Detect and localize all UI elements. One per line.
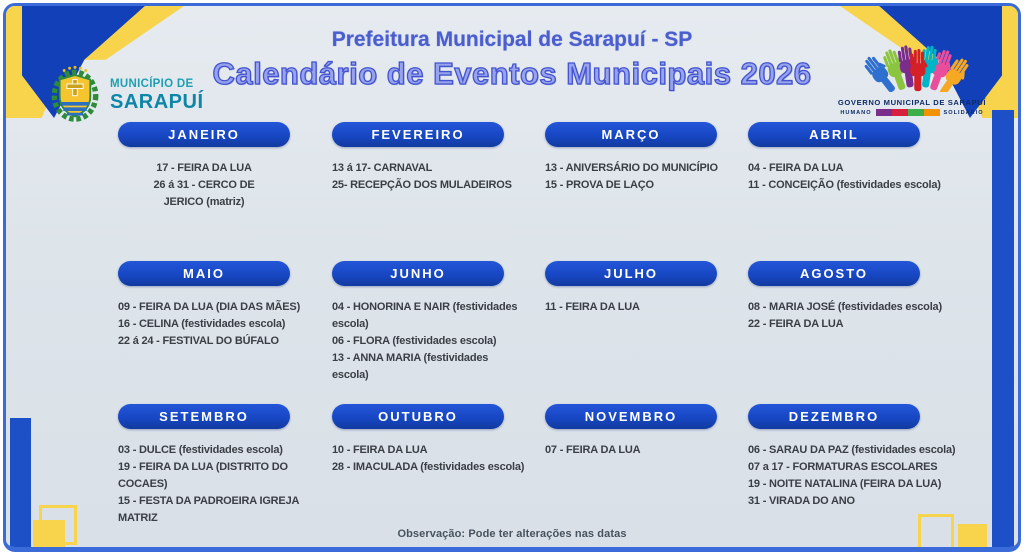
month-fevereiro: [316, 122, 529, 261]
month-janeiro: [102, 122, 316, 261]
month-setembro: [102, 404, 316, 527]
month-agosto: [741, 261, 984, 404]
month-pill: SETEMBRO: [118, 404, 290, 429]
humano-label: HUMANO: [840, 109, 872, 116]
prefeitura-title: Prefeitura Municipal de Sarapuí - SP: [331, 28, 693, 51]
event-item: 07 - FEIRA DA LUA: [545, 444, 641, 456]
month-pill: JULHO: [545, 261, 717, 286]
months-grid: [102, 122, 984, 527]
event-item: 25- RECEPÇÃO DOS MULADEIROS: [332, 179, 512, 191]
event-item: 22 á 24 - FESTIVAL DO BÚFALO: [118, 335, 279, 347]
color-bar-segment: [924, 109, 940, 116]
event-item: 10 - FEIRA DA LUA: [332, 444, 428, 456]
month-pill: JANEIRO: [118, 122, 290, 147]
month-maio: [102, 261, 316, 404]
event-item: 06 - SARAU DA PAZ (festividades escola): [748, 444, 956, 456]
month-pill: JUNHO: [332, 261, 504, 286]
coat-of-arms-icon: [48, 62, 102, 129]
month-outubro: [316, 404, 529, 527]
color-bar-segment: [876, 109, 892, 116]
governo-municipal-label: GOVERNO MUNICIPAL DE SARAPUÍ: [837, 98, 987, 107]
event-item: 11 - CONCEIÇÃO (festividades escola): [748, 179, 941, 191]
event-item: 09 - FEIRA DA LUA (DIA DAS MÃES): [118, 301, 301, 313]
month-pill: MAIO: [118, 261, 290, 286]
event-item: 13 - ANNA MARIA (festividades escola): [332, 352, 489, 381]
observation-note: Observação: Pode ter alterações nas datas: [397, 528, 627, 540]
poster-frame: [3, 3, 1021, 552]
event-list: [741, 442, 984, 510]
event-list: [529, 299, 741, 316]
event-list: [741, 299, 984, 333]
event-item: 13 - ANIVERSÁRIO DO MUNICÍPIO: [545, 162, 718, 174]
month-pill: NOVEMBRO: [545, 404, 717, 429]
month-pill: FEVEREIRO: [332, 122, 504, 147]
event-item: 08 - MARIA JOSÉ (festividades escola): [748, 301, 942, 313]
event-item: 31 - VIRADA DO ANO: [748, 495, 855, 507]
event-list: [741, 160, 984, 194]
month-pill: MARÇO: [545, 122, 717, 147]
event-item: 03 - DULCE (festividades escola): [118, 444, 283, 456]
event-list: [316, 160, 529, 194]
page-title: Calendário de Eventos Municipais 2026: [212, 56, 812, 91]
municipio-de-label: MUNICÍPIO DE: [110, 77, 194, 90]
color-bar: [876, 109, 940, 116]
month-pill: AGOSTO: [748, 261, 920, 286]
event-list: [102, 442, 316, 527]
month-novembro: [529, 404, 741, 527]
month-pill: OUTUBRO: [332, 404, 504, 429]
month-pill: DEZEMBRO: [748, 404, 920, 429]
event-item: 11 - FEIRA DA LUA: [545, 301, 640, 313]
event-item: 04 - FEIRA DA LUA: [748, 162, 844, 174]
event-list: [316, 299, 529, 384]
event-item: 19 - NOITE NATALINA (FEIRA DA LUA): [748, 478, 942, 490]
event-list: [529, 160, 741, 194]
government-logo: [828, 40, 996, 116]
event-item: 13 á 17- CARNAVAL: [332, 162, 433, 174]
sarapui-label: SARAPUÍ: [110, 91, 204, 114]
event-list: [139, 160, 273, 211]
event-item: 26 á 31 - CERCO DE JERICO (matriz): [153, 179, 255, 208]
event-item: 04 - HONORINA E NAIR (festividades escola): [332, 301, 518, 330]
month-pill: ABRIL: [748, 122, 920, 147]
event-item: 07 a 17 - FORMATURAS ESCOLARES: [748, 461, 938, 473]
solidario-label: SOLIDÁRIO: [943, 109, 984, 116]
color-bar-segment: [908, 109, 924, 116]
event-list: [529, 442, 741, 459]
color-bar-segment: [892, 109, 908, 116]
event-item: 06 - FLORA (festividades escola): [332, 335, 497, 347]
event-list: [316, 442, 529, 476]
month-junho: [316, 261, 529, 404]
right-edge-blue-bar: [992, 110, 1014, 552]
event-item: 17 - FEIRA DA LUA: [156, 162, 252, 174]
month-abril: [741, 122, 984, 261]
event-item: 28 - IMACULADA (festividades escola): [332, 461, 525, 473]
event-item: 22 - FEIRA DA LUA: [748, 318, 844, 330]
event-item: 15 - PROVA DE LAÇO: [545, 179, 654, 191]
month-dezembro: [741, 404, 984, 527]
event-item: 15 - FESTA DA PADROEIRA IGREJA MATRIZ: [118, 495, 299, 524]
event-list: [102, 299, 316, 350]
event-item: 19 - FEIRA DA LUA (DISTRITO DO COCAES): [118, 461, 288, 490]
event-item: 16 - CELINA (festividades escola): [118, 318, 286, 330]
month-julho: [529, 261, 741, 404]
colorful-hands-icon: [848, 79, 976, 96]
month-marco: [529, 122, 741, 261]
municipality-logo: [48, 62, 204, 129]
